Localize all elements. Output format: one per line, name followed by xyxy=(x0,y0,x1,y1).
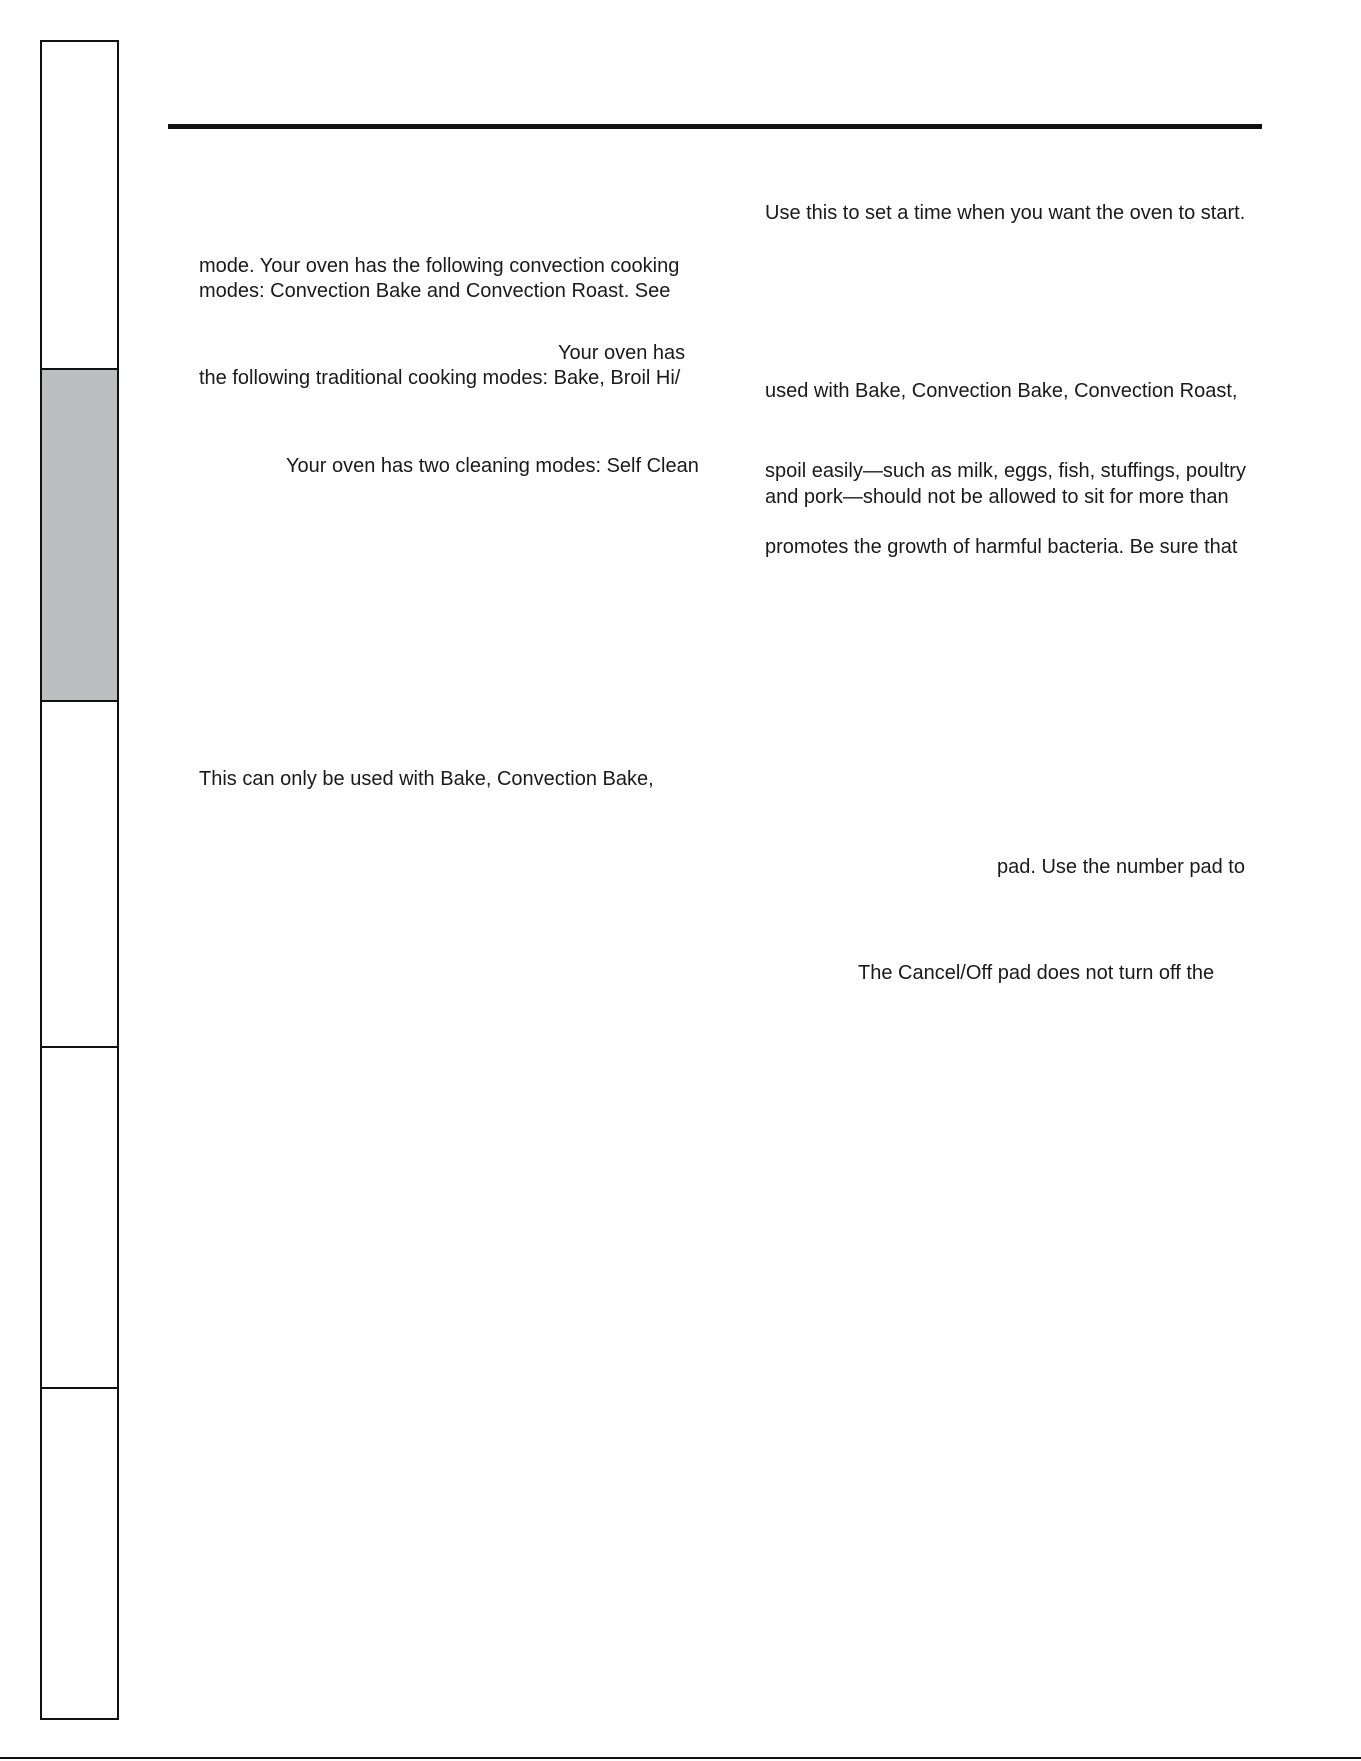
left-text-line: Your oven has two cleaning modes: Self Clean xyxy=(286,455,699,477)
right-text-line: Use this to set a time when you want the oven to start. xyxy=(765,202,1246,224)
right-text-line: pad. Use the number pad to xyxy=(997,856,1245,878)
left-text-line: This can only be used with Bake, Convection Bake, xyxy=(199,768,654,790)
left-text-line: modes: Convection Bake and Convection Roast. See xyxy=(199,280,671,302)
right-text-line: promotes the growth of harmful bacteria. Be sure that xyxy=(765,536,1238,558)
header-rule xyxy=(168,124,1262,129)
right-text-line: used with Bake, Convection Bake, Convection Roast, xyxy=(765,380,1238,402)
left-text-line: the following traditional cooking modes: Bake, Broil Hi/ xyxy=(199,367,681,389)
section-tabs xyxy=(40,40,119,1720)
left-text-line: mode. Your oven has the following convection cooking xyxy=(199,255,680,277)
section-tab-2-active xyxy=(42,370,117,702)
section-tab-5 xyxy=(42,1389,117,1718)
right-text-line: spoil easily—such as milk, eggs, fish, stuffings, poultry xyxy=(765,460,1246,482)
section-tab-3 xyxy=(42,702,117,1048)
section-tab-4 xyxy=(42,1048,117,1389)
section-tab-1 xyxy=(42,42,117,370)
bottom-rule xyxy=(0,1757,1361,1759)
right-text-line: and pork—should not be allowed to sit for more than xyxy=(765,486,1229,508)
left-text-line: Your oven has xyxy=(558,342,686,364)
right-text-line: The Cancel/Off pad does not turn off the xyxy=(858,962,1215,984)
